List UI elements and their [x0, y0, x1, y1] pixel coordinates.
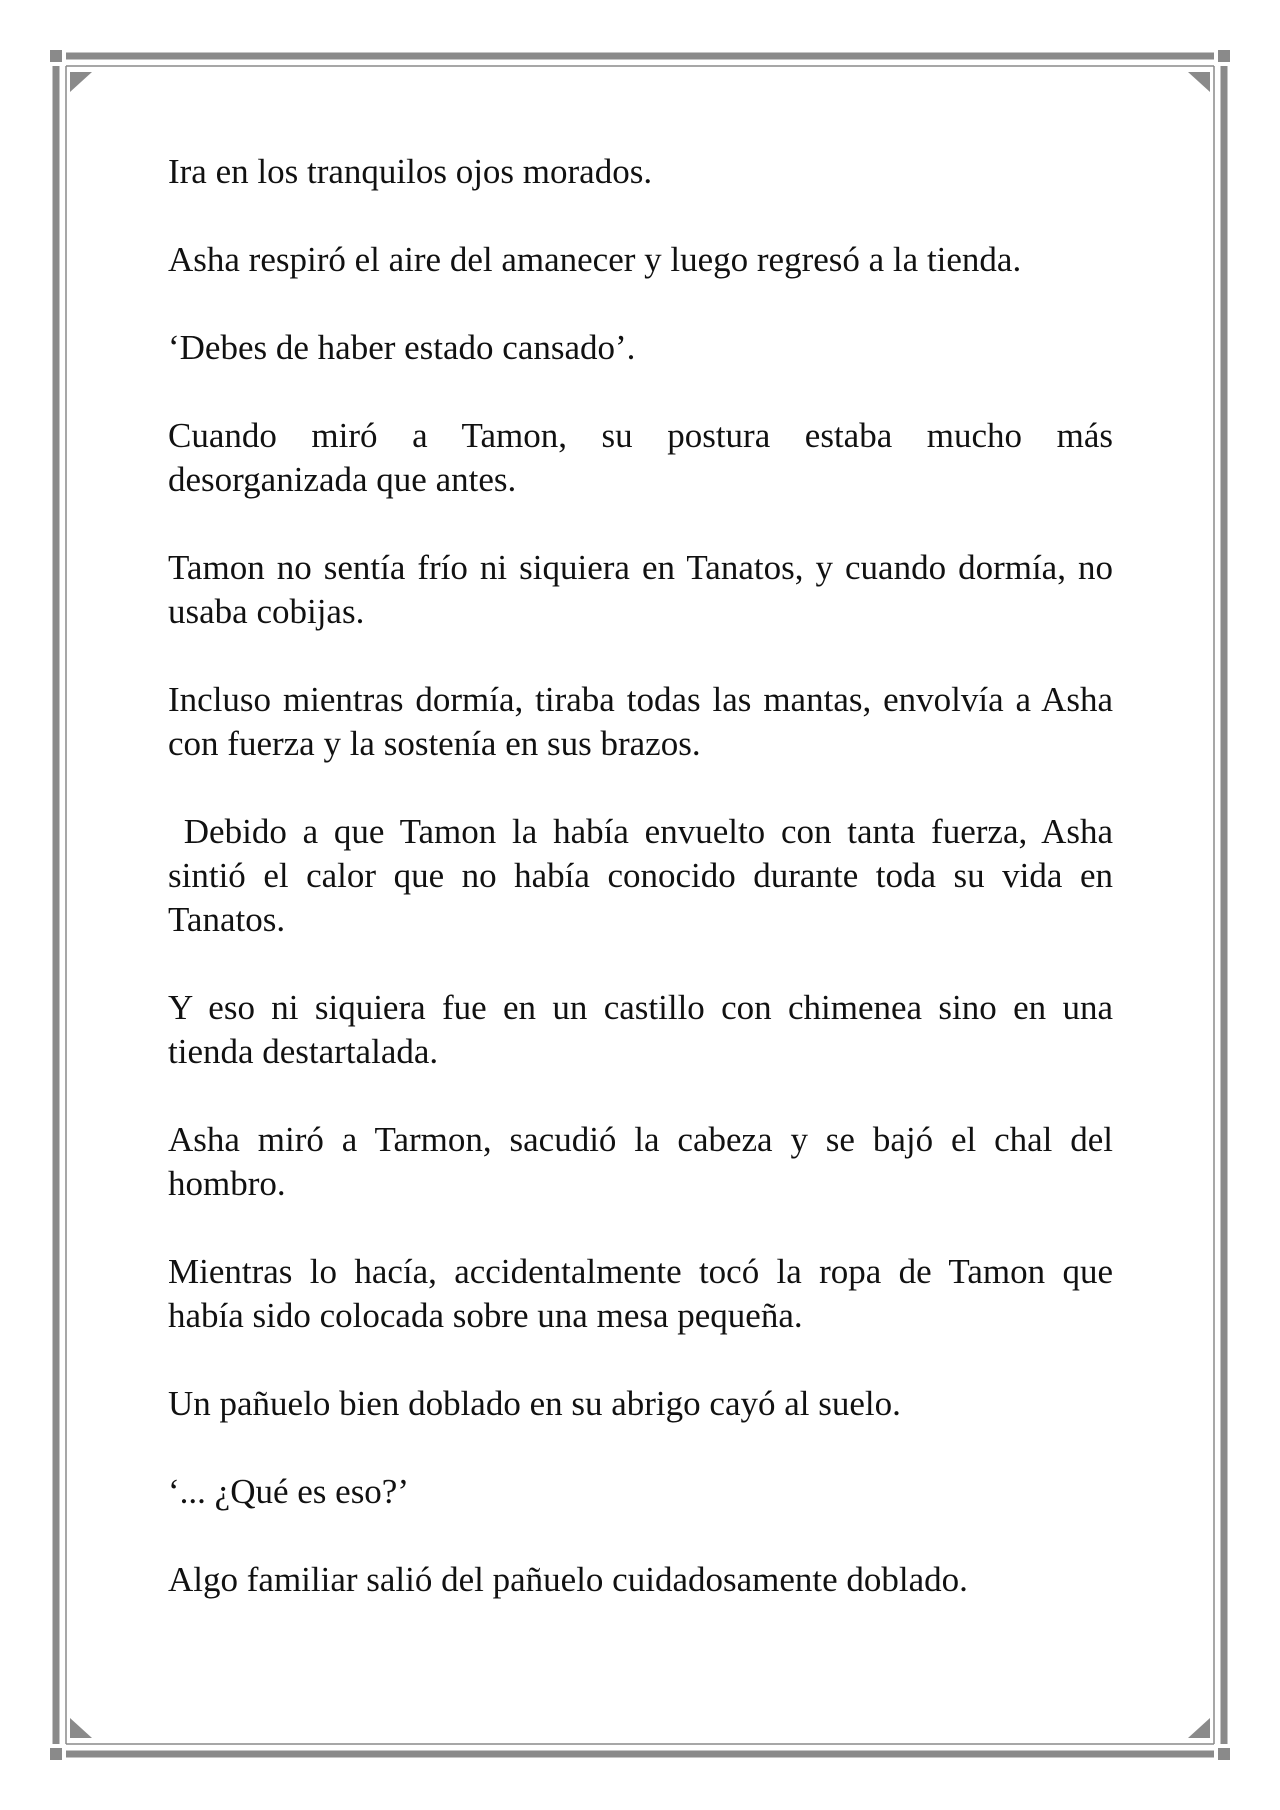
paragraph: Cuando miró a Tamon, su postura estaba mucho más desorganizada que antes. [168, 416, 1113, 499]
body-text [168, 150, 1122, 1602]
paragraph: Asha miró a Tarmon, sacudió la cabeza y se bajó el chal del hombro. [168, 1120, 1113, 1203]
paragraph: Tamon no sentía frío ni siquiera en Tanatos, y cuando dormía, no usaba cobijas. [168, 548, 1113, 631]
paragraph: Debido a que Tamon la había envuelto con tanta fuerza, Asha sintió el calor que no había conocido durante toda su vida en Tanatos. [168, 812, 1122, 939]
paragraph: Incluso mientras dormía, tiraba todas las mantas, envolvía a Asha con fuerza y la sostenía en sus brazos. [168, 680, 1113, 763]
paragraph: Mientras lo hacía, accidentalmente tocó la ropa de Tamon que había sido colocada sobre una mesa pequeña. [168, 1252, 1113, 1335]
paragraph: Algo familiar salió del pañuelo cuidadosamente doblado. [168, 1560, 968, 1599]
paragraph: ‘Debes de haber estado cansado’. [168, 328, 636, 367]
paragraph: Ira en los tranquilos ojos morados. [168, 152, 653, 191]
paragraph: Y eso ni siquiera fue en un castillo con chimenea sino en una tienda destartalada. [168, 988, 1113, 1071]
paragraph: Un pañuelo bien doblado en su abrigo cayó al suelo. [168, 1384, 901, 1423]
paragraph: Asha respiró el aire del amanecer y luego regresó a la tienda. [168, 240, 1022, 279]
paragraph: ‘... ¿Qué es eso?’ [168, 1472, 410, 1511]
